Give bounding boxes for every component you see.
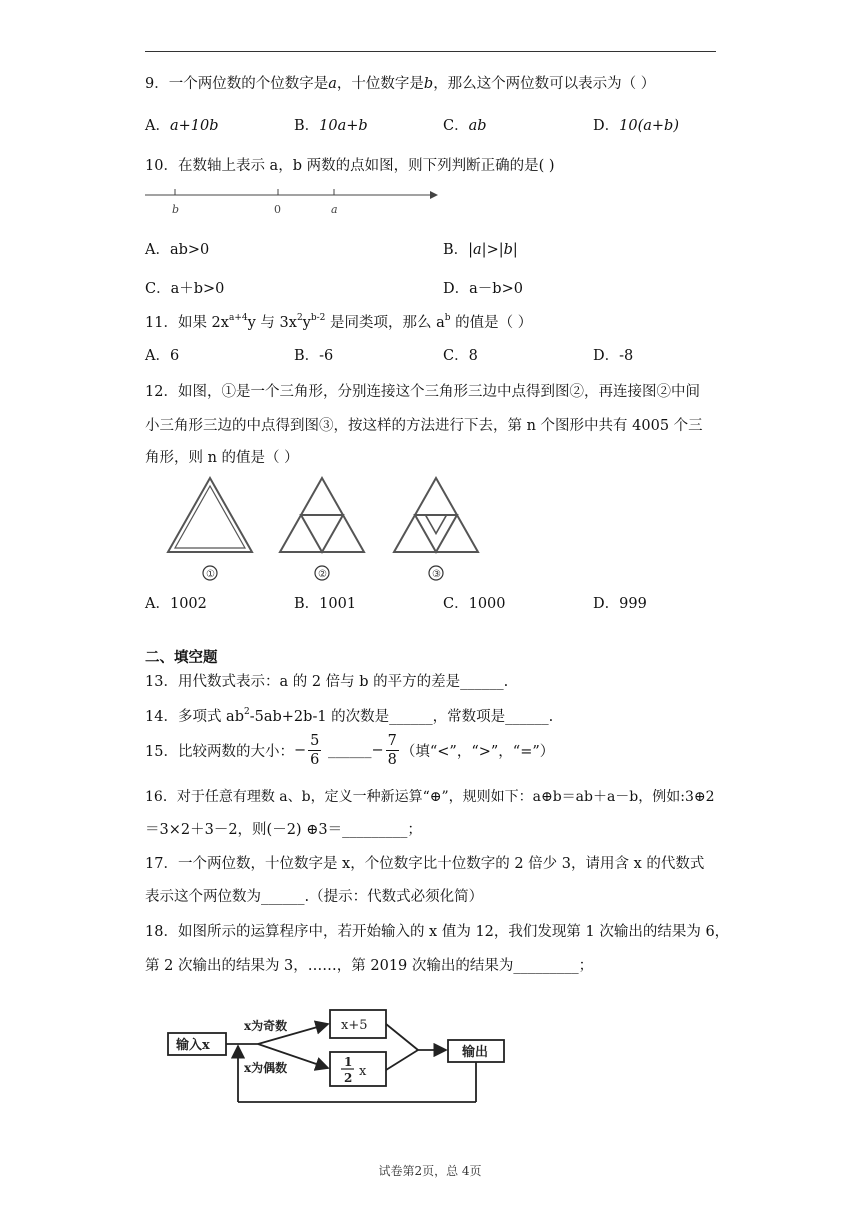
figure-label-1: ①	[206, 569, 215, 580]
flow-odd-label: x为奇数	[244, 1019, 288, 1033]
axis-label-zero: 0	[274, 203, 281, 216]
question-16-line-1: 16．对于任意有理数 a、b，定义一种新运算“⊕”，规则如下：a⊕b＝ab＋a－b，例如:3⊕2	[145, 789, 715, 805]
question-18-line-2: 第 2 次输出的结果为 3，……，第 2019 次输出的结果为_________；	[145, 958, 594, 974]
question-13: 13．用代数式表示：a 的 2 倍与 b 的平方的差是______.	[145, 674, 509, 690]
page-footer: 试卷第2页，总 4页	[378, 1164, 482, 1178]
flow-output-label: 输出	[462, 1045, 489, 1060]
q12-option-d: D．999	[593, 596, 647, 612]
figure-label-2: ②	[318, 569, 327, 580]
q9-option-d: D．10(a+b)	[593, 118, 679, 134]
fraction-7-8: $\frac{7}{8}$	[387, 733, 397, 768]
question-10-stem: 10．在数轴上表示 a，b 两数的点如图，则下列判断正确的是( )	[145, 158, 555, 174]
question-9-stem: 9．一个两位数的个位数字是a，十位数字是b，那么这个两位数可以表示为（ ）	[145, 76, 656, 92]
question-16-line-2: ＝3×2＋3－2，则(－2) ⊕3＝_________；	[145, 822, 422, 838]
flow-input-label: 输入x	[176, 1038, 210, 1053]
triangle-figure-3	[394, 478, 478, 552]
flow-op2-den: 2	[344, 1071, 353, 1085]
q9-option-c: C．ab	[443, 118, 487, 134]
axis-label-a: a	[331, 203, 338, 216]
q11-option-d: D．-8	[593, 348, 634, 364]
q10-option-c: C．a＋b>0	[145, 281, 225, 297]
q10-option-d: D．a－b>0	[443, 281, 523, 297]
header-rule	[145, 51, 716, 52]
q12-option-b: B．1001	[294, 596, 357, 612]
triangle-figures	[160, 470, 490, 585]
q11-option-a: A．6	[145, 348, 180, 364]
q10-option-b: B．|a|>|b|	[443, 242, 518, 258]
flow-op2-var: x	[359, 1064, 367, 1079]
flow-op2-num: 1	[344, 1055, 353, 1069]
flow-even-label: x为偶数	[244, 1061, 288, 1075]
q12-option-c: C．1000	[443, 596, 506, 612]
flowchart	[160, 990, 580, 1110]
question-12-line-1: 12．如图，①是一个三角形，分别连接这个三角形三边中点得到图②，再连接图②中间	[145, 384, 700, 400]
question-15: 15．比较两数的大小：− $\frac{5}{6}$ ______− $\frac{7}{8}$ （填“<”，“>”，“=”）	[145, 733, 555, 768]
axis-label-b: b	[172, 203, 180, 216]
fraction-5-6: $\frac{5}{6}$	[310, 733, 320, 768]
question-18-line-1: 18．如图所示的运算程序中，若开始输入的 x 值为 12，我们发现第 1 次输出的结果为 6，	[145, 924, 730, 940]
question-12-line-2: 小三角形三边的中点得到图③，按这样的方法进行下去，第 n 个图形中共有 4005 个三	[145, 418, 703, 434]
q10-option-a: A．ab>0	[145, 242, 210, 258]
flow-op1-label: x+5	[341, 1018, 368, 1033]
question-12-line-3: 角形，则 n 的值是（ ）	[145, 450, 299, 466]
question-11-stem: 11．如果 $2x^{a+4}y$ 与 $3x^2y^{b-2}$ 是同类项，那么 $a^b$ 的值是（ ）	[145, 313, 533, 331]
flow-op2-box	[330, 1052, 386, 1086]
q9-option-b: B．10a+b	[294, 118, 368, 134]
number-line	[145, 183, 440, 219]
question-14: 14．多项式 $ab^2-5ab+2b-1$ 的次数是______，常数项是______.	[145, 707, 554, 725]
q9-option-a: A．a+10b	[145, 118, 219, 134]
triangle-figure-1	[168, 478, 252, 552]
q11-option-b: B．-6	[294, 348, 334, 364]
q11-option-c: C．8	[443, 348, 478, 364]
figure-label-3: ③	[432, 569, 441, 580]
section-heading: 二、填空题	[145, 649, 218, 666]
question-17-line-2: 表示这个两位数为______.（提示：代数式必须化简）	[145, 889, 484, 905]
q12-option-a: A．1002	[145, 596, 207, 612]
question-17-line-1: 17．一个两位数，十位数字是 x，个位数字比十位数字的 2 倍少 3，请用含 x 的代数式	[145, 856, 705, 872]
triangle-figure-2	[280, 478, 364, 552]
